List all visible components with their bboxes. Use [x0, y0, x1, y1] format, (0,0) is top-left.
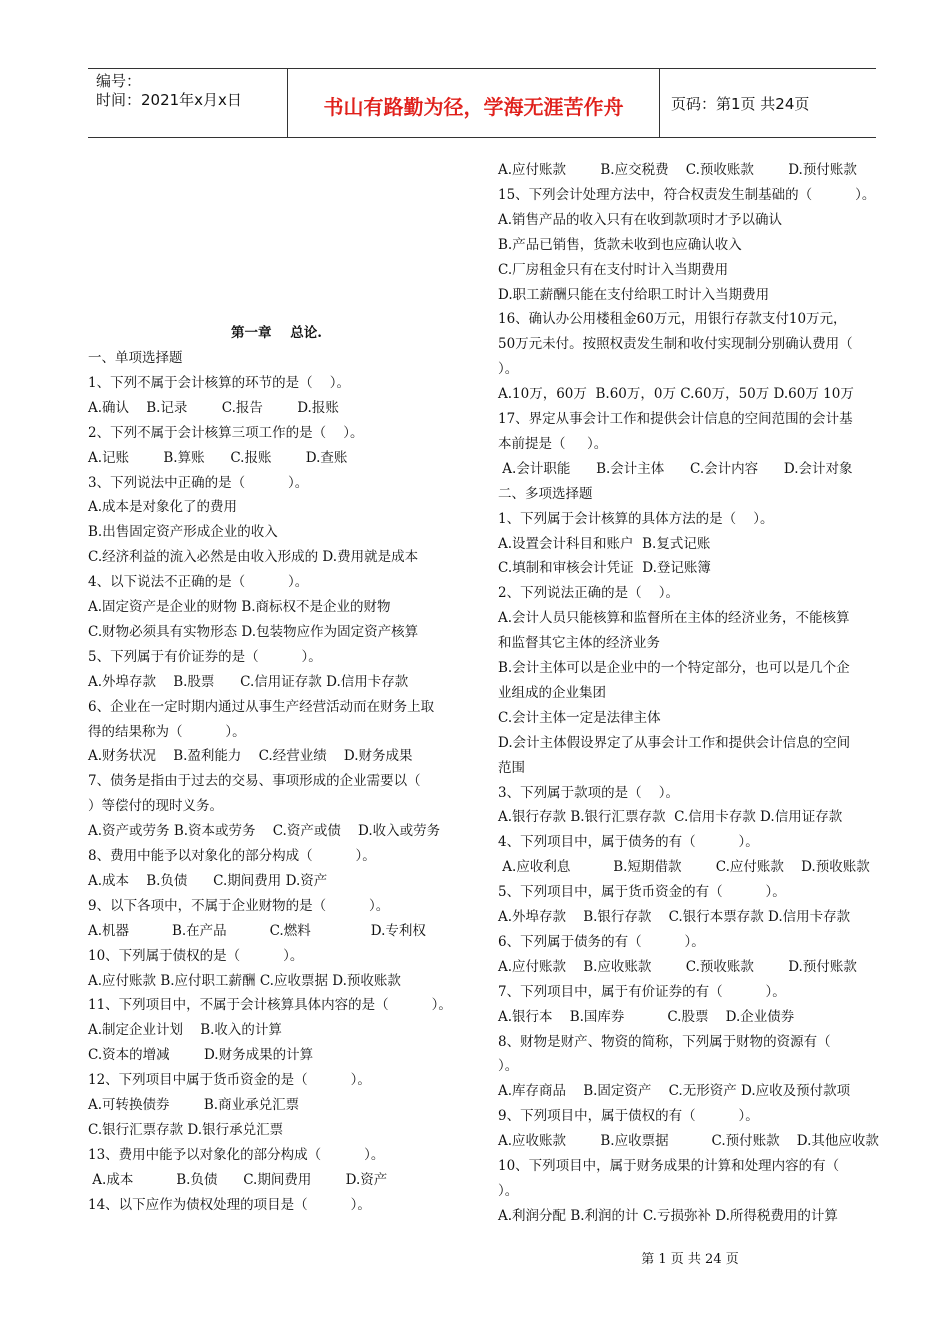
left-line: A.外埠存款 B.股票 C.信用证存款 D.信用卡存款 — [88, 673, 409, 690]
left-line: A.财务状况 B.盈利能力 C.经营业绩 D.财务成果 — [88, 748, 413, 765]
right-line: ）。 — [498, 1058, 519, 1075]
left-line: 7、债务是指由于过去的交易、事项形成的企业需要以（ — [88, 773, 421, 790]
right-line: A.应收账款 B.应收票据 C.预付账款 D.其他应收款 — [498, 1133, 879, 1150]
right-line: A.外埠存款 B.银行存款 C.银行本票存款 D.信用卡存款 — [498, 909, 851, 925]
left-line: 2、下列不属于会计核算三项工作的是（ ）。 — [88, 424, 364, 441]
right-line: A.会计职能 B.会计主体 C.会计内容 D.会计对象 — [498, 460, 853, 477]
right-line: 2、下列说法正确的是（ ）。 — [498, 585, 680, 602]
right-line: 10、下列项目中，属于财务成果的计算和处理内容的有（ — [498, 1158, 840, 1174]
left-line: A.成本 B.负债 C.期间费用 D.资产 — [88, 872, 328, 889]
right-line: 6、下列属于债务的有（ ）。 — [498, 933, 705, 950]
header-left-cell — [88, 69, 288, 137]
left-line: A.确认 B.记录 C.报告 D.报账 — [88, 399, 339, 416]
right-line: C.填制和审核会计凭证 D.登记账簿 — [498, 560, 711, 577]
left-line: A.机器 B.在产品 C.燃料 D.专利权 — [88, 922, 426, 939]
left-line: 9、以下各项中，不属于企业财物的是（ ）。 — [88, 897, 390, 914]
right-line: 8、财物是财产、物资的简称，下列属于财物的资源有（ — [498, 1033, 831, 1050]
page-footer — [0, 1248, 950, 1267]
right-line: ）。 — [498, 1182, 519, 1199]
left-line: 11、下列项目中，不属于会计核算具体内容的是（ ）。 — [88, 997, 452, 1014]
left-line: 14、以下应作为债权处理的项目是（ ）。 — [88, 1196, 371, 1213]
left-line: 4、以下说法不正确的是（ ）。 — [88, 574, 309, 591]
right-line: C.厂房租金只有在支付时计入当期费用 — [498, 261, 729, 278]
left-line: 3、下列说法中正确的是（ ）。 — [88, 474, 309, 491]
left-line: 一、单项选择题 — [88, 350, 183, 366]
right-line: D.职工薪酬只能在支付给职工时计入当期费用 — [498, 286, 770, 303]
left-line: A.成本 B.负债 C.期间费用 D.资产 — [88, 1171, 388, 1188]
left-line: C.银行汇票存款 D.银行承兑汇票 — [88, 1121, 284, 1138]
chapter-title: 第一章 总论. — [231, 325, 322, 341]
right-line: 9、下列项目中，属于债权的有（ ）。 — [498, 1108, 759, 1125]
code-label: 编号： — [96, 72, 142, 90]
right-line: 17、界定从事会计工作和提供会计信息的空间范围的会计基 — [498, 411, 853, 427]
right-line: 50万元未付。按照权责发生制和收付实现制分别确认费用（ — [498, 336, 853, 353]
date-label: 时间：2021年x月x日 — [96, 91, 242, 109]
right-line: B.会计主体可以是企业中的一个特定部分，也可以是几个企 — [498, 660, 850, 676]
left-line: A.成本是对象化了的费用 — [88, 499, 238, 516]
right-line: A.10万，60万 B.60万，0万 C.60万，50万 D.60万 10万 — [498, 386, 854, 403]
header-middle-cell — [288, 69, 660, 137]
left-line: B.出售固定资产形成企业的收入 — [88, 524, 278, 541]
header-right-cell — [661, 69, 876, 137]
left-line: C.资本的增减 D.财务成果的计算 — [88, 1047, 314, 1064]
right-line: A.库存商品 B.固定资产 C.无形资产 D.应收及预付款项 — [498, 1083, 851, 1100]
right-line: A.销售产品的收入只有在收到款项时才予以确认 — [498, 211, 783, 228]
right-line: 和监督其它主体的经济业务 — [498, 635, 660, 652]
left-line: 13、费用中能予以对象化的部分构成（ ）。 — [88, 1146, 385, 1163]
left-line: A.固定资产是企业的财物 B.商标权不是企业的财物 — [88, 599, 391, 615]
right-line: 16、确认办公用楼租金60万元，用银行存款支付10万元， — [498, 311, 847, 328]
right-line: A.银行本 B.国库券 C.股票 D.企业债券 — [498, 1008, 795, 1025]
right-line: 15、下列会计处理方法中，符合权责发生制基础的（ ）。 — [498, 186, 876, 203]
right-line: 范围 — [498, 759, 525, 776]
left-line: A.制定企业计划 B.收入的计算 — [88, 1022, 282, 1039]
right-line: 7、下列项目中，属于有价证券的有（ ）。 — [498, 983, 786, 1000]
left-line: 得的结果称为（ ）。 — [88, 723, 246, 740]
right-line: A.应付账款 B.应交税费 C.预收账款 D.预付账款 — [498, 162, 857, 178]
right-line: B.产品已销售，货款未收到也应确认收入 — [498, 236, 742, 253]
right-line: A.会计人员只能核算和监督所在主体的经济业务，不能核算 — [498, 610, 850, 627]
right-line: 本前提是（ ）。 — [498, 435, 608, 452]
right-line: A.应付账款 B.应收账款 C.预收账款 D.预付账款 — [498, 958, 857, 975]
left-line: A.记账 B.算账 C.报账 D.查账 — [88, 449, 348, 466]
right-line: A.银行存款 B.银行汇票存款 C.信用卡存款 D.信用证存款 — [498, 809, 843, 826]
left-line: A.资产或劳务 B.资本或劳务 C.资产或债 D.收入或劳务 — [88, 823, 441, 840]
left-line: 5、下列属于有价证券的是（ ）。 — [88, 648, 322, 665]
left-line: A.应付账款 B.应付职工薪酬 C.应收票据 D.预收账款 — [88, 972, 401, 989]
left-line: 12、下列项目中属于货币资金的是（ ）。 — [88, 1072, 371, 1089]
right-line: ）。 — [498, 361, 519, 378]
right-line: 二、多项选择题 — [498, 485, 593, 502]
page-header — [88, 68, 876, 138]
left-line: 8、费用中能予以对象化的部分构成（ ）。 — [88, 848, 376, 864]
left-line: ）等偿付的现时义务。 — [88, 798, 223, 815]
right-line: 5、下列项目中，属于货币资金的有（ ）。 — [498, 884, 786, 901]
left-line: C.经济利益的流入必然是由收入形成的 D.费用就是成本 — [88, 549, 419, 566]
left-line: A.可转换债券 B.商业承兑汇票 — [88, 1097, 300, 1113]
right-line: C.会计主体一定是法律主体 — [498, 709, 661, 726]
left-line: 1、下列不属于会计核算的环节的是（ ）。 — [88, 374, 351, 391]
page-number-label: 页码：第1页 共24页 — [671, 95, 810, 113]
footer-page-number: 第 1 页 共 24 页 — [641, 1252, 739, 1267]
left-line: 10、下列属于债权的是（ ）。 — [88, 947, 304, 964]
right-line: A.利润分配 B.利润的计 C.亏损弥补 D.所得税费用的计算 — [498, 1207, 838, 1224]
right-line: 3、下列属于款项的是（ ）。 — [498, 784, 680, 801]
left-line: 6、企业在一定时期内通过从事生产经营活动而在财务上取 — [88, 698, 435, 715]
right-line: A.应收利息 B.短期借款 C.应付账款 D.预收账款 — [498, 859, 870, 876]
right-line: 1、下列属于会计核算的具体方法的是（ ）。 — [498, 510, 774, 527]
right-line: D.会计主体假设界定了从事会计工作和提供会计信息的空间 — [498, 734, 851, 751]
left-line: C.财物必须具有实物形态 D.包装物应作为固定资产核算 — [88, 623, 419, 640]
right-line: 4、下列项目中，属于债务的有（ ）。 — [498, 834, 759, 851]
right-line: 业组成的企业集团 — [498, 684, 606, 701]
motto-text: 书山有路勤为径，学海无涯苦作舟 — [323, 95, 624, 119]
right-line: A.设置会计科目和账户 B.复式记账 — [498, 535, 711, 552]
